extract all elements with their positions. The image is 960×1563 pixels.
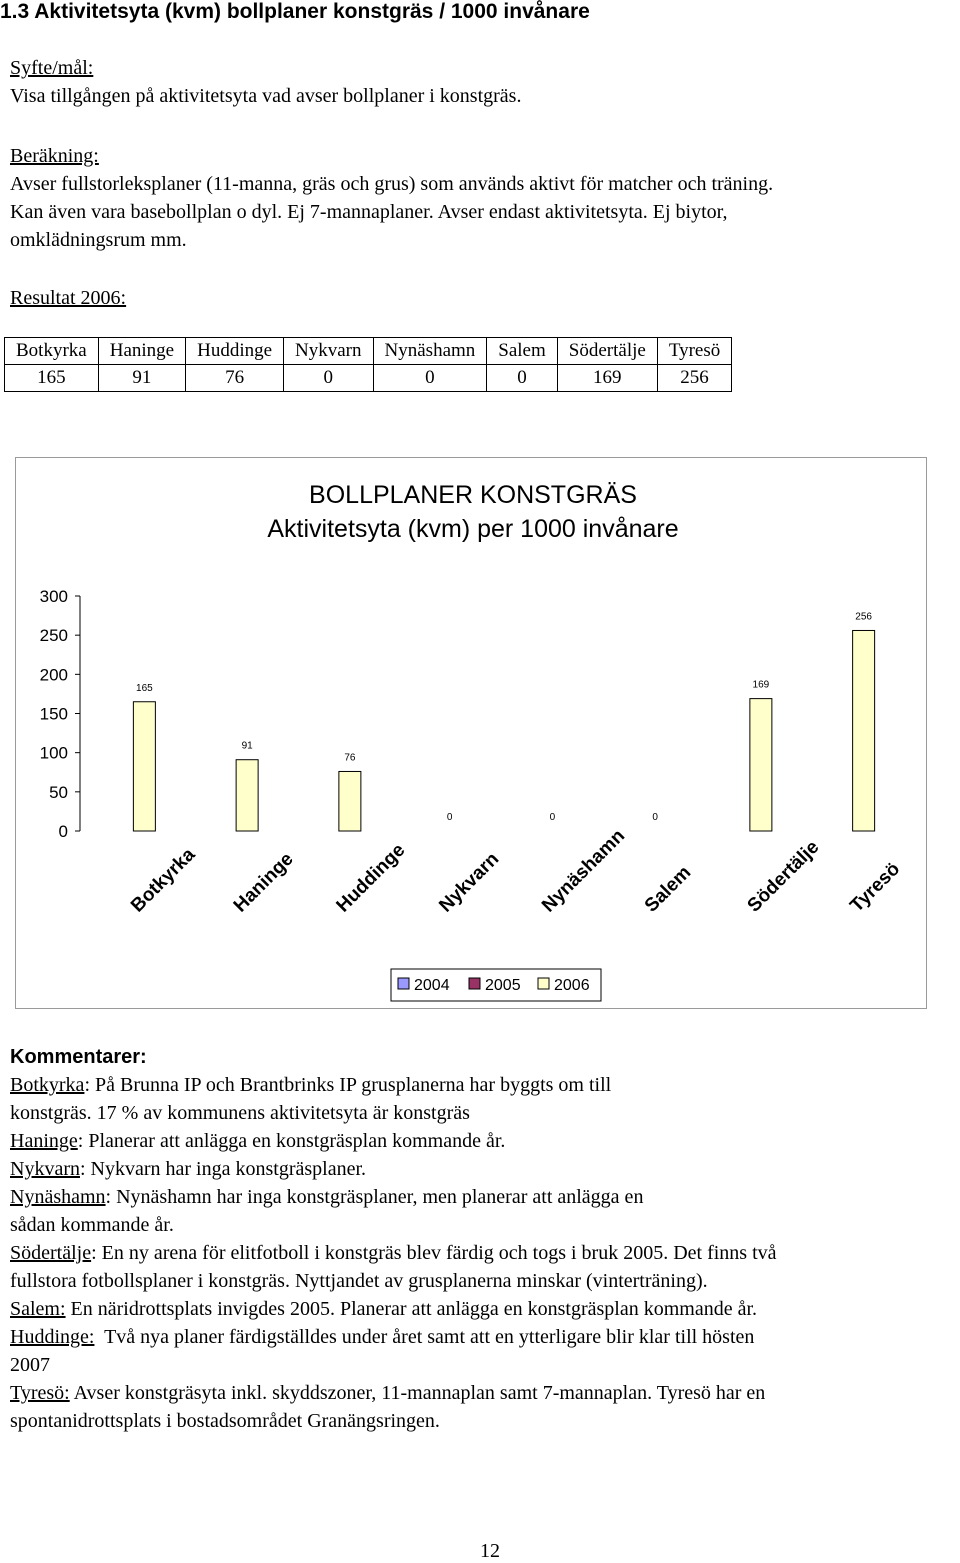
comment-text: spontanidrottsplats i bostadsområdet Granängsringen. [10,1410,440,1432]
y-tick-label: 250 [39,626,68,646]
purpose-text: Visa tillgången på aktivitetsyta vad avser bollplaner i konstgräs. [10,85,522,107]
comment-text: : Planerar att anlägga en konstgräsplan kommande år. [77,1130,506,1152]
result-header-cell: Botkyrka [5,338,99,365]
comment-text: : Nynäshamn har inga konstgräsplaner, men planerar att anlägga en [105,1186,644,1208]
comment-line [10,1323,960,1351]
comment-text: : En ny arena för elitfotboll i konstgräs blev färdig och togs i bruk 2005. Det finns två [91,1242,777,1264]
data-label: 91 [241,740,253,752]
comment-line [10,1183,960,1211]
result-value-row [5,365,732,392]
result-value-cell: 0 [373,365,487,392]
comment-line [10,1379,960,1407]
result-value-cell: 256 [657,365,731,392]
comment-text: 2007 [10,1354,50,1376]
x-tick-label: Huddinge [332,839,410,917]
data-label: 76 [344,752,356,764]
bar-haninge [236,760,258,831]
comment-text: : På Brunna IP och Brantbrinks IP grusplanerna har byggts om till [84,1074,612,1096]
comment-text: Avser konstgräsyta inkl. skyddszoner, 11-mannaplan samt 7-mannaplan. Tyresö har en [69,1382,766,1404]
y-tick-label: 0 [58,822,68,841]
comment-line [10,1127,960,1155]
data-label: 256 [855,611,872,623]
result-value-cell: 76 [186,365,284,392]
result-value-cell: 91 [98,365,185,392]
x-axis-labels [127,826,904,917]
result-header-cell: Salem [487,338,558,365]
comment-municipality: Nynäshamn [10,1186,106,1208]
legend-swatch-2006 [538,978,549,989]
x-tick-label: Nynäshamn [538,825,630,917]
comment-text: : Nykvarn har inga konstgräsplaner. [79,1158,367,1180]
comment-municipality: Salem: [10,1298,66,1320]
result-value-cell: 165 [5,365,99,392]
comment-municipality: Huddinge: [10,1326,95,1348]
legend-label-2005: 2005 [485,977,521,994]
bar-tyresö [853,630,875,831]
comment-text: En näridrottsplats invigdes 2005. Planerar att anlägga en konstgräsplan kommande år. [65,1298,758,1320]
calculation-block [10,142,773,254]
section-heading: 1.3 Aktivitetsyta (kvm) bollplaner konstgräs / 1000 invånare [0,0,590,23]
calculation-label: Beräkning: [10,145,99,167]
comment-line [10,1099,960,1127]
calculation-line: omklädningsrum mm. [10,229,187,251]
chart-container [15,457,927,1009]
x-tick-label: Haninge [229,848,298,917]
y-tick-label: 300 [39,587,68,606]
result-header-cell: Huddinge [186,338,284,365]
comment-line [10,1351,960,1379]
bar-chart [16,458,926,1008]
data-label: 0 [446,812,453,823]
x-tick-label: Södertälje [743,836,824,917]
y-tick-label: 50 [49,782,68,802]
legend-label-2006: 2006 [554,977,590,994]
comments-list [10,1071,960,1435]
purpose-label: Syfte/mål: [10,57,94,79]
legend-label-2004: 2004 [414,977,450,994]
comment-text: konstgräs. 17 % av kommunens aktivitetsyta är konstgräs [10,1102,470,1124]
x-tick-label: Tyresö [846,858,905,917]
comment-line [10,1071,960,1099]
chart-subtitle: Aktivitetsyta (kvm) per 1000 invånare [267,515,679,543]
comment-text: fullstora fotbollsplaner i konstgräs. Nyttjandet av grusplanerna minskar (vinterträning). [10,1270,708,1292]
bars-group [133,611,874,831]
comments-label: Kommentarer: [10,1046,147,1068]
comment-municipality: Södertälje [10,1242,92,1264]
comment-line [10,1295,960,1323]
comment-line [10,1239,960,1267]
y-axis-ticks [40,587,80,841]
x-tick-label: Salem [640,862,696,917]
comment-line [10,1407,960,1435]
result-header-cell: Nynäshamn [373,338,487,365]
comment-municipality: Nykvarn [10,1158,80,1180]
bar-huddinge [339,771,361,831]
legend-swatch-2005 [469,978,480,989]
comment-text: sådan kommande år. [10,1214,174,1236]
data-label: 0 [549,812,556,823]
data-label: 169 [752,679,770,691]
comment-line [10,1267,960,1295]
bar-södertälje [750,699,772,831]
x-tick-label: Nykvarn [435,848,504,917]
y-tick-label: 200 [39,665,68,685]
result-header-cell: Nykvarn [284,338,373,365]
calculation-line: Avser fullstorleksplaner (11-manna, gräs och grus) som används aktivt för matcher och träning. [10,173,774,195]
purpose-block [10,54,521,110]
y-tick-label: 100 [39,743,68,763]
comment-municipality: Tyresö: [10,1382,70,1404]
result-header-cell: Tyresö [657,338,731,365]
data-label: 0 [652,812,658,823]
x-tick-label: Botkyrka [127,844,200,917]
chart-title: BOLLPLANER KONSTGRÄS [309,481,637,509]
data-label: 165 [136,682,153,694]
result-value-cell: 0 [284,365,373,392]
result-label: Resultat 2006: [10,287,127,309]
comment-municipality: Haninge [10,1130,78,1152]
result-table [4,337,732,392]
result-header-cell: Haninge [98,338,185,365]
result-value-cell: 169 [557,365,657,392]
comment-line [10,1211,960,1239]
result-value-cell: 0 [487,365,558,392]
comment-line [10,1155,960,1183]
legend [391,969,601,1001]
comment-municipality: Botkyrka [10,1074,85,1096]
result-header-row [5,338,732,365]
page-number: 12 [480,1540,500,1562]
comments-block [10,1043,960,1435]
y-tick-label: 150 [39,704,68,724]
bar-botkyrka [133,702,155,831]
comment-text: Två nya planer färdigställdes under året samt att en ytterligare blir klar till hösten [94,1326,755,1348]
result-header-cell: Södertälje [557,338,657,365]
legend-swatch-2004 [398,978,409,989]
calculation-line: Kan även vara basebollplan o dyl. Ej 7-mannaplaner. Avser endast aktivitetsyta. Ej biytor, [10,201,728,223]
